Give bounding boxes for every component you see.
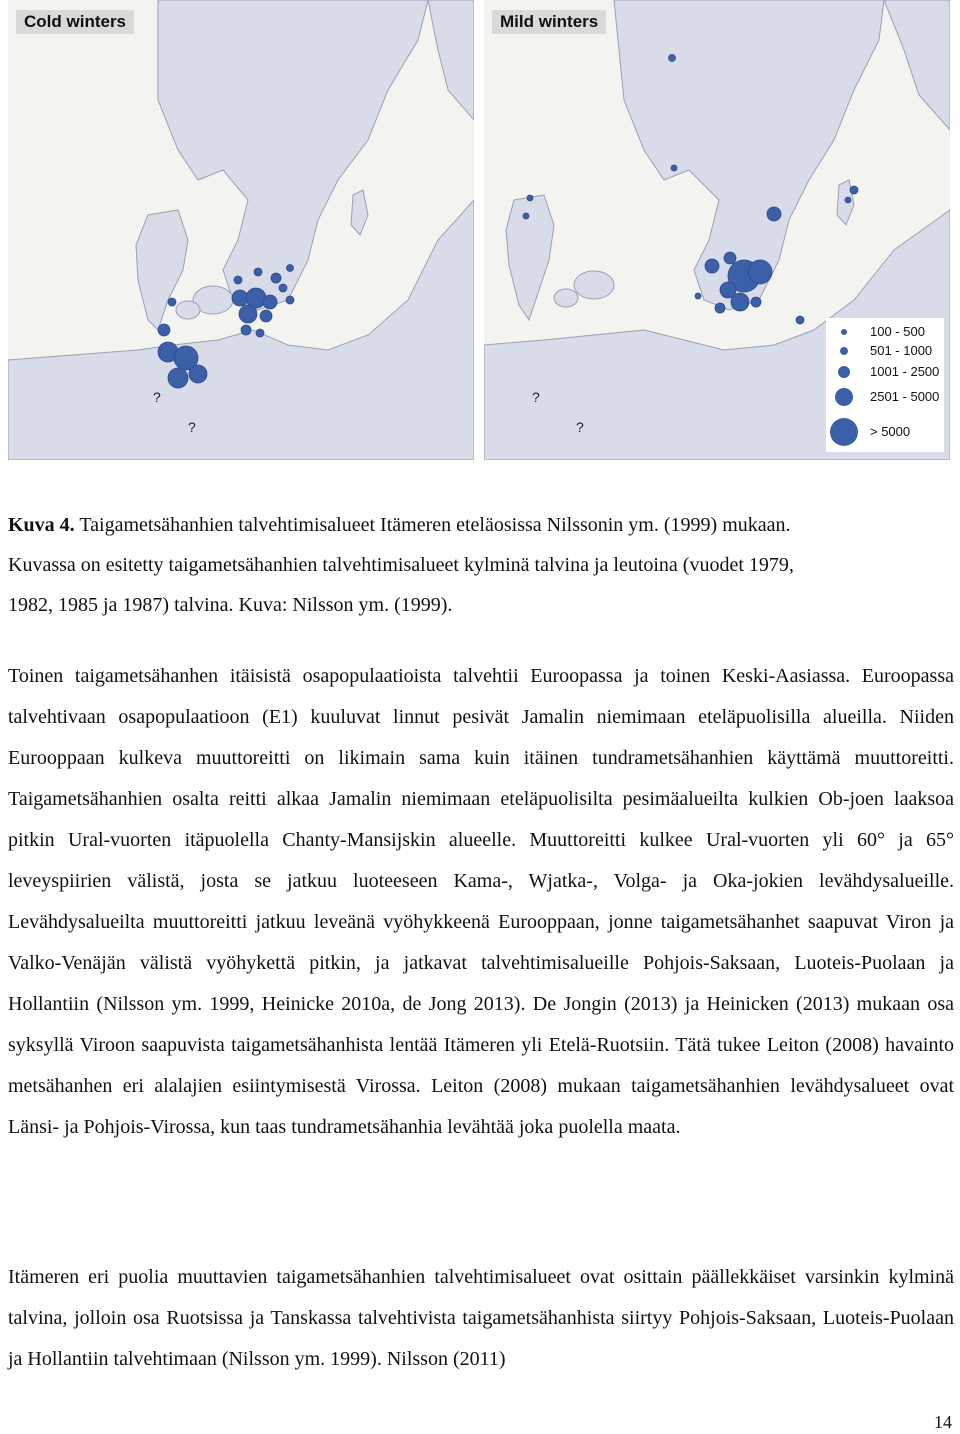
- dot: [751, 297, 761, 307]
- unknown-marker: ?: [188, 419, 196, 435]
- legend-row: [826, 343, 944, 363]
- dot: [695, 293, 701, 299]
- dot: [796, 316, 804, 324]
- legend: [826, 318, 944, 452]
- dot: [254, 268, 262, 276]
- dot: [715, 303, 725, 313]
- legend-row: [826, 364, 944, 384]
- legend-row: [826, 324, 944, 344]
- unknown-marker: ?: [576, 419, 584, 435]
- dot: [260, 310, 272, 322]
- map-title-cold: Cold winters: [16, 10, 134, 34]
- legend-label: 100 - 500: [870, 324, 925, 339]
- dot: [189, 365, 207, 383]
- dot: [748, 260, 772, 284]
- legend-row: [826, 388, 944, 408]
- figure-caption-lead: Kuva 4.: [8, 514, 75, 536]
- map-mild-winters: [484, 0, 950, 460]
- dot: [527, 195, 533, 201]
- unknown-marker: ?: [153, 389, 161, 405]
- legend-label: 501 - 1000: [870, 343, 933, 358]
- dot: [850, 186, 858, 194]
- dot: [279, 284, 287, 292]
- legend-dot: [840, 347, 848, 355]
- body-paragraph-1: Toinen taigametsähanhen itäisistä osapopulaatioista talvehtii Euroopassa ja toinen Keski-Aasiassa. Euroopassa talvehtivaan osapopulaatioon (E1) kuuluvat linnut pesivät Jamalin niemimaan eteläpuolisilla alueilla. Niiden Eurooppaan kulkeva muuttoreitti on likimain sama kuin itäinen tundrametsähanhien käyttämä muuttoreitti. Taigametsähanhien osalta reitti alkaa Jamalin niemimaan eteläpuolisilta pesimäalueilta kulkien Ob-joen laaksoa pitkin Ural-vuorten itäpuolella Chanty-Mansijskin alueelle. Muuttoreitti kulkee Ural-vuorten yli 60° ja 65° leveyspiirien välistä, josta se jatkuu luoteeseen Kama-, Wjatka-, Volga- ja Oka-jokien levähdysalueille. Levähdysalueilta muuttoreitti jatkuu leveänä vyöhykkeenä Eurooppaan, jonne taigametsähanhet saapuvat Viron ja Valko-Venäjän välistä vyöhykettä pitkin, ja jatkavat talvehtimisalueille Pohjois-Saksaan, Luoteis-Puolaan ja Hollantiin (Nilsson ym. 1999, Heinicke 2010a, de Jong 2013). De Jongin (2013) ja Heinicken (2013) mukaan osa syksyllä Viroon saapuvista taigametsähanhista lentää Itämeren yli Etelä-Ruotsiin. Tätä tukee Leiton (2008) havainto metsähanhen eri alalajien esiintymisestä Virossa. Leiton (2008) mukaan taigametsähanhien levähdysalueet ovat Länsi- ja Pohjois-Virossa, kun taas tundrametsähanhia levähtää joka puolella maata.: [8, 665, 954, 1138]
- dot: [168, 298, 176, 306]
- dot: [669, 55, 676, 62]
- dot: [234, 276, 242, 284]
- figure-caption-line: Kuvassa on esitetty taigametsähanhien talvehtimisalueet kylminä talvina ja leutoina (vuodet 1979,: [8, 554, 794, 576]
- legend-row: [826, 418, 944, 438]
- dot: [286, 296, 294, 304]
- dot: [168, 368, 188, 388]
- dot: [671, 165, 677, 171]
- land-zealand: [574, 271, 614, 299]
- body-paragraph-2: Itämeren eri puolia muuttavien taigametsähanhien talvehtimisalueet ovat osittain päällekkäiset varsinkin kylminä talvina, jolloin osa Ruotsissa ja Tanskassa talvehtivista taigametsähanhista siirtyy Pohjois-Saksaan, Luoteis-Puolaan ja Hollantiin talvehtimaan (Nilsson ym. 1999). Nilsson (2011): [8, 1266, 954, 1370]
- legend-dot: [841, 329, 847, 335]
- unknown-marker: ?: [532, 389, 540, 405]
- dot: [158, 324, 170, 336]
- dot: [767, 207, 781, 221]
- page-number: 14: [934, 1412, 952, 1432]
- dot: [705, 259, 719, 273]
- figure-caption-text: Taigametsähanhien talvehtimisalueet Itämeren eteläosissa Nilssonin ym. (1999) mukaan.: [74, 514, 791, 536]
- legend-label: > 5000: [870, 424, 911, 439]
- legend-label: 1001 - 2500: [870, 364, 940, 379]
- figure-caption-line: [8, 505, 954, 545]
- dot: [523, 213, 529, 219]
- dot: [263, 295, 277, 309]
- legend-dot: [838, 366, 850, 378]
- figure-caption-line: 1982, 1985 ja 1987) talvina. Kuva: Nilsson ym. (1999).: [8, 594, 453, 616]
- dot: [241, 325, 251, 335]
- land-funen: [554, 289, 578, 307]
- legend-dot: [830, 418, 858, 446]
- map-cold-winters: [8, 0, 474, 460]
- dot: [724, 252, 736, 264]
- legend-label: 2501 - 5000: [870, 389, 940, 404]
- land-funen: [176, 301, 200, 319]
- dot: [271, 273, 281, 283]
- map-cold-svg: [8, 0, 474, 460]
- dot: [287, 265, 294, 272]
- map-title-mild: Mild winters: [492, 10, 606, 34]
- legend-dot: [835, 388, 853, 406]
- dot: [256, 329, 264, 337]
- dot: [845, 197, 851, 203]
- figure-maps: [4, 0, 956, 463]
- dot: [239, 305, 257, 323]
- dot: [731, 293, 749, 311]
